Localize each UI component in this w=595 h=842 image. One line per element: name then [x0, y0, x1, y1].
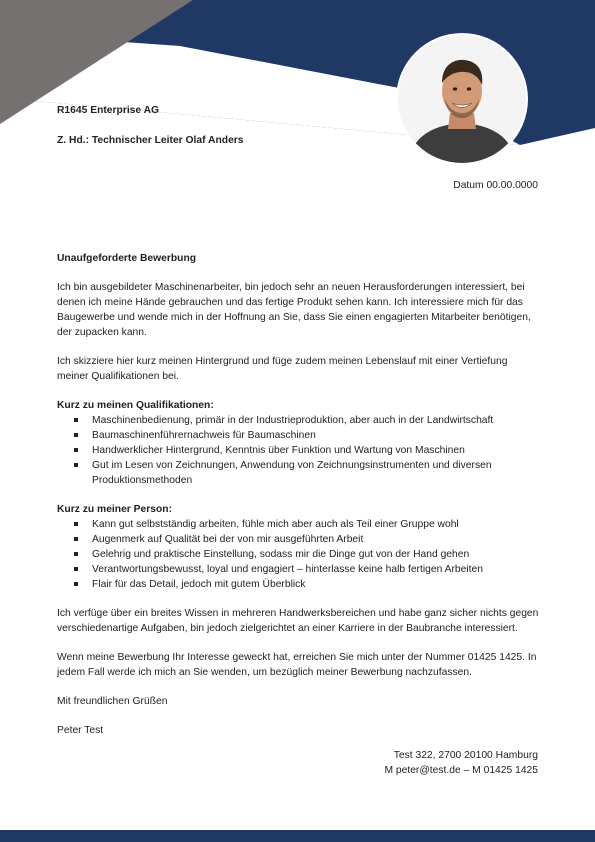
sender-contact-block [384, 748, 538, 778]
list-item: Handwerklicher Hintergrund, Kenntnis über Funktion und Wartung von Maschinen [57, 443, 539, 458]
paragraph-intro: Ich bin ausgebildeter Maschinenarbeiter, bin jedoch sehr an neuen Herausforderungen interessiert, bei denen ich meine Hände gebrauchen und das fertige Produkt sehen kann. Ich interessiere mich für das Baugewerbe und wende mich in der Hoffnung an Sie, dass Sie einen engagierten Mitarbeiter benötigen, der zupacken kann. [57, 282, 531, 338]
recipient-block [57, 103, 244, 163]
recipient-attention: Z. Hd.: Technischer Leiter Olaf Anders [57, 135, 244, 146]
footer-bar [0, 830, 595, 842]
list-item: Verantwortungsbewusst, loyal und engagiert – hinterlasse keine halb fertigen Arbeiten [57, 562, 539, 577]
list-item: Flair für das Detail, jedoch mit gutem Überblick [57, 577, 539, 592]
letter-date: Datum 00.00.0000 [453, 180, 538, 191]
sender-address: Test 322, 2700 20100 Hamburg [393, 750, 538, 761]
qualifications-list [57, 413, 539, 488]
list-item: Gut im Lesen von Zeichnungen, Anwendung von Zeichnungsinstrumenten und diversen Produktionsmethoden [57, 458, 539, 488]
letter-subject: Unaufgeforderte Bewerbung [57, 253, 197, 264]
portrait-photo [398, 35, 526, 163]
paragraph-outline: Ich skizziere hier kurz meinen Hintergrund und füge zudem meinen Lebenslauf mit einer Vertiefung meiner Qualifikationen bei. [57, 356, 508, 382]
qualifications-heading: Kurz zu meinen Qualifikationen: [57, 400, 214, 411]
list-item: Augenmerk auf Qualität bei der von mir ausgeführten Arbeit [57, 532, 539, 547]
closing-greeting: Mit freundlichen Grüßen [57, 696, 168, 707]
portrait-photo-icon [398, 35, 526, 163]
recipient-company: R1645 Enterprise AG [57, 105, 160, 116]
letter-body [57, 251, 539, 752]
signature-name: Peter Test [57, 725, 104, 736]
list-item: Baumaschinenführernachweis für Baumaschinen [57, 428, 539, 443]
list-item: Kann gut selbstständig arbeiten, fühle mich aber auch als Teil einer Gruppe wohl [57, 517, 539, 532]
list-item: Gelehrig und praktische Einstellung, sodass mir die Dinge gut von der Hand gehen [57, 547, 539, 562]
paragraph-knowledge: Ich verfüge über ein breites Wissen in mehreren Handwerksbereichen und habe ganz sicher nichts gegen verschiedenartige Aufgaben, bin jedoch zielgerichtet an einer Karriere in der Baubranche interessiert. [57, 608, 539, 634]
person-heading: Kurz zu meiner Person: [57, 504, 173, 515]
person-list [57, 517, 539, 592]
paragraph-contact: Wenn meine Bewerbung Ihr Interesse geweckt hat, erreichen Sie mich unter der Nummer 01425 1425. In jedem Fall werde ich mich an Sie wenden, um bezüglich meiner Bewerbung nachzufassen. [57, 652, 537, 678]
list-item: Maschinenbedienung, primär in der Industrieproduktion, aber auch in der Landwirtschaft [57, 413, 539, 428]
sender-contact: M peter@test.de – M 01425 1425 [384, 765, 538, 776]
